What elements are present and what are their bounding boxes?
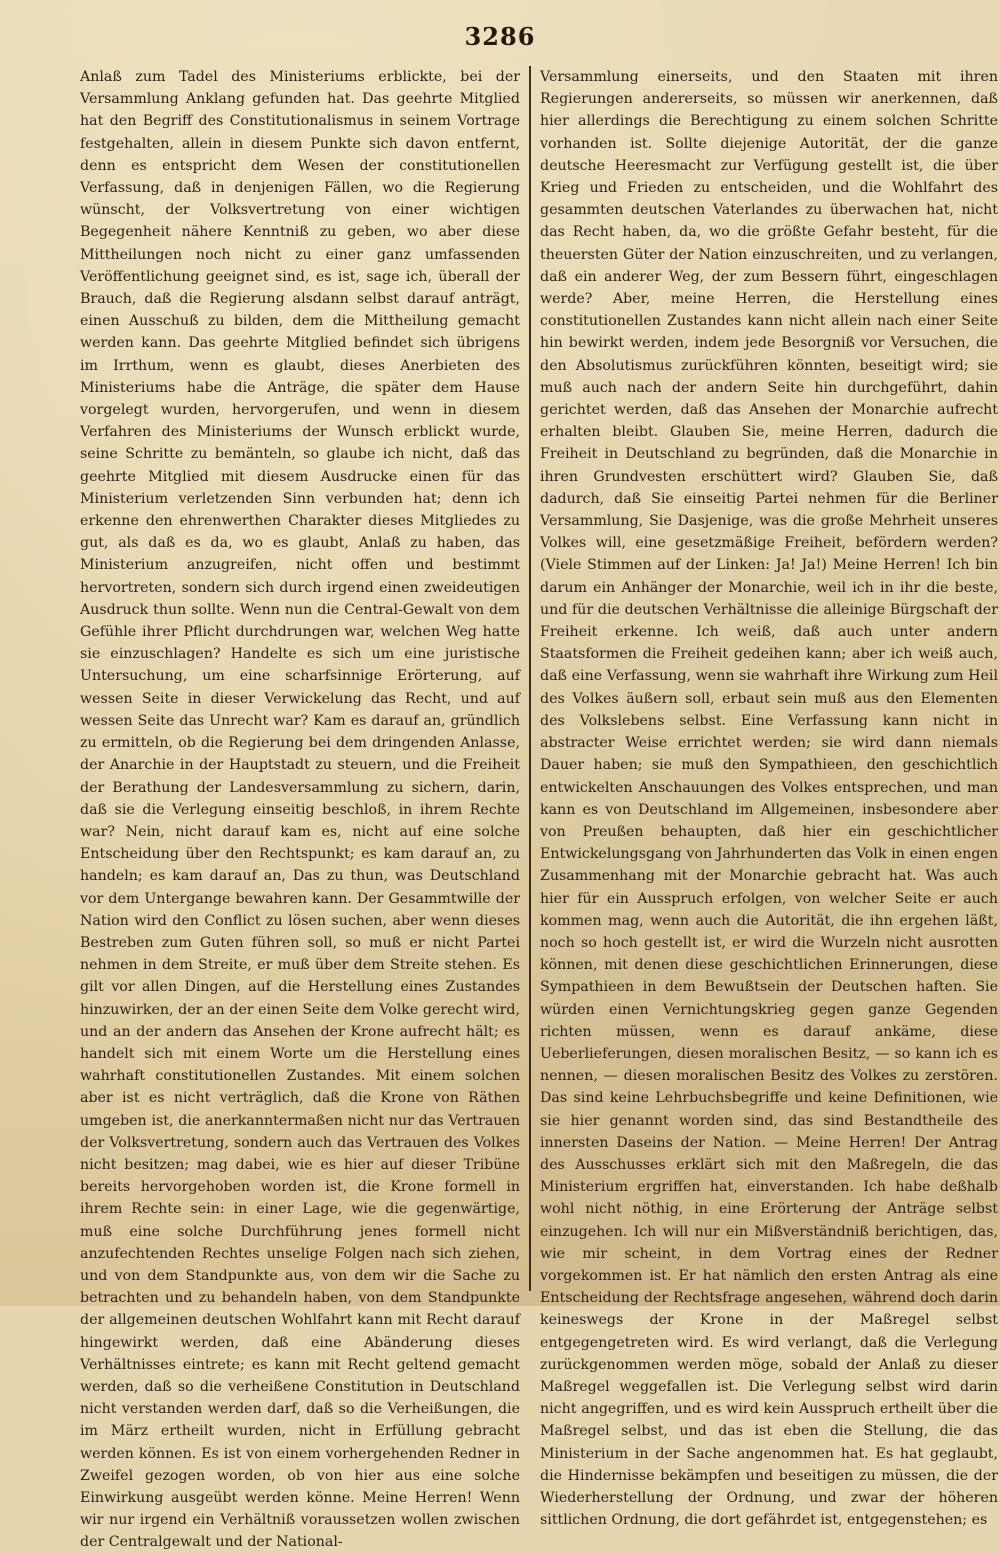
right-column	[540, 66, 998, 1529]
page-number: 3286	[464, 22, 536, 51]
left-column-text: Anlaß zum Tadel des Ministeriums erblickte, bei der Versammlung Anklang gefunden hat. Das geehrte Mitglied hat den Begriff des Constitutionalismus in seinem Vortrage festgehalten, allein in diesem Punkte sich davon entfernt, denn es entspricht dem Wesen der constitutionellen Verfassung, daß in denjenigen Fällen, wo die Regierung wünscht, der Volksvertretung von einer wichtigen Begegenheit nähere Kenntniß zu geben, wo aber diese Mittheilungen noch nicht zu einer ganz umfassenden Veröffentlichung geeignet sind, es ist, sage ich, überall der Brauch, daß die Regierung alsdann selbst darauf anträgt, einen Ausschuß zu bilden, dem die Mittheilung gemacht werden kann. Das geehrte Mitglied befindet sich übrigens im Irrthum, wenn es glaubt, dieses Anerbieten des Ministeriums habe die Anträge, die später dem Hause vorgelegt wurden, hervorgerufen, und wenn in diesem Verfahren des Ministeriums der Wunsch erblickt wurde, seine Schritte zu bemänteln, so glaube ich nicht, daß das geehrte Mitglied mit diesem Ausdrucke einen für das Ministerium verletzenden Sinn verbunden hat; denn ich erkenne den ehrenwerthen Charakter dieses Mitgliedes zu gut, als daß es da, wo es glaubt, Anlaß zu haben, das Ministerium anzugreifen, nicht offen und bestimmt hervortreten, sondern sich durch irgend einen zweideutigen Ausdruck thun sollte. Wenn nun die Central-Gewalt von dem Gefühle ihrer Pflicht durchdrungen war, welchen Weg hatte sie einzuschlagen? Handelte es sich um eine juristische Untersuchung, um eine scharfsinnige Erörterung, auf wessen Seite in dieser Verwickelung das Recht, und auf wessen Seite das Unrecht war? Kam es darauf an, gründlich zu ermitteln, ob die Regierung bei dem dringenden Anlasse, der Anarchie in der Hauptstadt zu steuern, und die Freiheit der Berathung der Landesversammlung zu sichern, darin, daß sie die Verlegung einseitig beschloß, in ihrem Rechte war? Nein, nicht darauf kam es, nicht auf eine solche Entscheidung über den Rechtspunkt; es kam darauf an, zu handeln; es kam darauf an, Das zu thun, was Deutschland vor dem Untergange bewahren kann. Der Gesammtwille der Nation wird den Conflict zu lösen suchen, aber wenn dieses Bestreben zum Guten führen soll, so muß er nicht Partei nehmen in dem Streite, er muß über dem Streite stehen. Es gilt vor allen Dingen, auf die Herstellung eines Zustandes hinzuwirken, der an der einen Seite dem Volke gerecht wird, und an der andern das Ansehen der Krone aufrecht hält; es handelt sich mit einem Worte um die Herstellung eines wahrhaft constitutionellen Zustandes. Mit einem solchen aber ist es nicht verträglich, daß die Krone von Räthen umgeben ist, die anerkanntermaßen nicht nur das Vertrauen der Volksvertretung, sondern auch das Vertrauen des Volkes nicht besitzen; mag dabei, wie es hier auf dieser Tribüne bereits hervorgehoben worden ist, die Krone formell in ihrem Rechte sein: in einer Lage, wie die gegenwärtige, muß eine solche Durchführung jenes formell nicht anzufechtenden Rechtes unselige Folgen nach sich ziehen, und von dem Standpunkte aus, von dem wir die Sache zu betrachten und zu behandeln haben, von dem Standpunkte der allgemeinen deutschen Wohlfahrt kann mit Recht darauf hingewirkt werden, daß eine Abänderung dieses Verhältnisses eintrete; es kann mit Recht geltend gemacht werden, daß so die verheißene Constitution in Deutschland nicht verstanden werden darf, daß so die Verheißungen, die im März ertheilt wurden, nicht in Erfüllung gebracht werden können. Es ist von einem vorhergehenden Redner in Zweifel gezogen worden, ob von hier aus eine solche Einwirkung ausgeübt werden könne. Meine Herren! Wenn wir nur irgend ein Verhältniß voraussetzen wollen zwischen der Centralgewalt und der National-	[80, 69, 520, 1551]
left-column	[80, 66, 520, 1551]
right-column-text: Versammlung einerseits, und den Staaten mit ihren Regierungen andererseits, so müssen wir anerkennen, daß hier allerdings die Berechtigung zu einem solchen Schritte vorhanden ist. Sollte diejenige Autorität, der die ganze deutsche Heeresmacht zur Verfügung gestellt ist, die über Krieg und Frieden zu entscheiden, und die Wohlfahrt des gesammten deutschen Vaterlandes zu überwachen hat, nicht das Recht haben, da, wo die größte Gefahr besteht, für die theuersten Güter der Nation einzuschreiten, und zu verlangen, daß ein anderer Weg, der zum Bessern führt, eingeschlagen werde? Aber, meine Herren, die Herstellung eines constitutionellen Zustandes kann nicht allein nach einer Seite hin bewirkt werden, indem jede Besorgniß vor Versuchen, die den Absolutismus zurückführen könnten, beseitigt wird; sie muß auch nach der andern Seite hin durchgeführt, dahin gerichtet werden, daß das Ansehen der Monarchie aufrecht erhalten bleibt. Glauben Sie, meine Herren, dadurch die Freiheit in Deutschland zu begründen, daß die Monarchie in ihren Grundvesten erschüttert wird? Glauben Sie, daß dadurch, daß Sie einseitig Partei nehmen für die Berliner Versammlung, Sie Dasjenige, was die große Mehrheit unseres Volkes will, eine gesetzmäßige Freiheit, befördern werden? (Viele Stimmen auf der Linken: Ja! Ja!) Meine Herren! Ich bin darum ein Anhänger der Monarchie, weil ich in ihr die beste, und für die deutschen Verhältnisse die alleinige Bürgschaft der Freiheit erkenne. Ich weiß, daß auch unter andern Staatsformen die Freiheit gedeihen kann; aber ich weiß auch, daß eine Verfassung, wenn sie wahrhaft ihre Wirkung zum Heil des Volkes äußern soll, erbaut sein muß aus den Elementen des Volkslebens selbst. Eine Verfassung kann nicht in abstracter Weise errichtet werden; sie wird dann niemals Dauer haben; sie muß den Sympathieen, den geschichtlich entwickelten Anschauungen des Volkes entsprechen, und man kann es von Deutschland im Allgemeinen, insbesondere aber von Preußen behaupten, daß hier ein geschichtlicher Entwickelungsgang von Jahrhunderten das Volk in einen engen Zusammenhang mit der Monarchie gebracht hat. Was auch hier für ein Ausspruch erfolgen, von welcher Seite er auch kommen mag, wenn auch die Autorität, die ihn ergehen läßt, noch so hoch gestellt ist, er wird die Wurzeln nicht ausrotten können, mit denen diese geschichtlichen Erinnerungen, diese Sympathieen in dem Bewußtsein der Deutschen haften. Sie würden einen Vernichtungskrieg gegen ganze Gegenden richten müssen, wenn es darauf ankäme, diese Ueberlieferungen, diesen moralischen Besitz, — so kann ich es nennen, — diesen moralischen Besitz des Volkes zu zerstören. Das sind keine Lehrbuchsbegriffe und keine Definitionen, wie sie hier genannt worden sind, das sind Bestandtheile des innersten Daseins der Nation. — Meine Herren! Der Antrag des Ausschusses erklärt sich mit den Maßregeln, die das Ministerium ergriffen hat, einverstanden. Ich habe deßhalb wohl nicht nöthig, in eine Erörterung der Anträge selbst einzugehen. Ich will nur ein Mißverständniß berichtigen, das, wie mir scheint, in dem Vortrag eines der Redner vorgekommen ist. Er hat nämlich den ersten Antrag als eine Entscheidung der Rechtsfrage angesehen, während doch darin keineswegs der Krone in der Maßregel selbst entgegengetreten wird. Es wird verlangt, daß die Verlegung zurückgenommen werden möge, sobald der Anlaß zu dieser Maßregel weggefallen ist. Die Verlegung selbst wird darin nicht angegriffen, und es wird kein Ausspruch ertheilt über die Maßregel selbst, und das ist eben die Stellung, die das Ministerium in der Sache angenommen hat. Es hat geglaubt, die Hindernisse bekämpfen und beseitigen zu müssen, die der Wiederherstellung der Ordnung, und zwar der höheren sittlichen Ordnung, die dort gefährdet ist, entgegenstehen; es	[540, 69, 998, 1529]
column-divider	[529, 66, 531, 1291]
